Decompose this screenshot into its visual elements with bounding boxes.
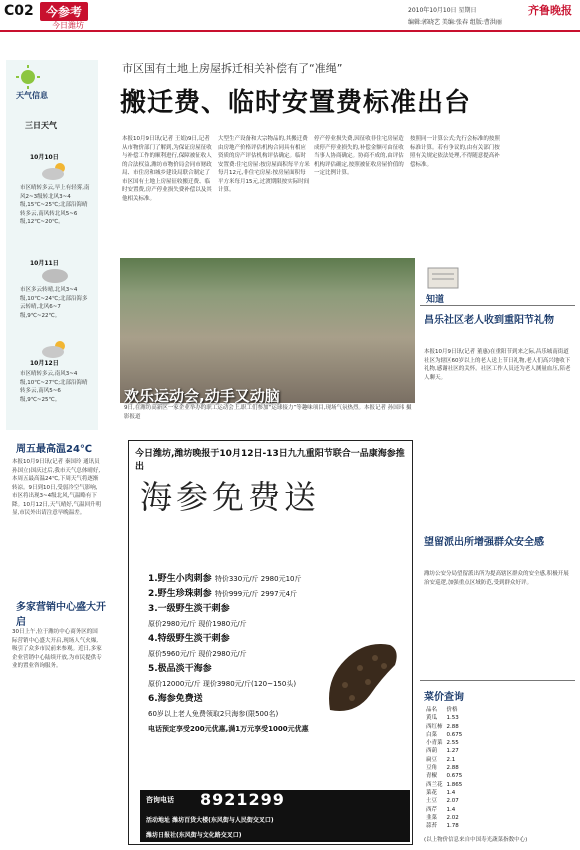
table-row — [426, 723, 466, 731]
article-column-4: 按照同一计算公式;先行会标准的按照标准计算。若有争议的,由有关部门按照有关规定依法处理,不得随意提高补偿标准。 — [410, 136, 500, 168]
article-column-3: 停产停业损失费,因征收非住宅房屋造成停产停业损失的,补偿金额可由征收当事人协商确定。协商不成的,由评估机构评估确定,按照被征收房屋价值的一定比例计算。 — [314, 136, 404, 176]
ad-address-1-text: 潍坊百货大楼(东风街与人民街交叉口) — [172, 817, 274, 824]
veg-name-cell: 白菜 — [426, 731, 438, 738]
page-code: C02 — [4, 3, 34, 19]
ad-item-name: 6.海参免费送 — [148, 694, 203, 704]
ad-big-text: 海参免费送 — [140, 478, 321, 516]
ad-item-price: 特价330元/斤 2980元10斤 — [214, 575, 302, 583]
weather-title: 天气信息 — [16, 91, 48, 100]
ad-item-price: 60岁以上老人免费领取2只海参(限500名) — [148, 710, 279, 718]
article-body-seniors: 本报10月9日讯(记者 董惠)在重阳节到来之际,昌乐城南街道社区为辖区60岁以上的老人送上节日礼物,老人们高兴地收下礼物,感谢社区的关怀。社区工作人员还为老人测量血压,陪老人聊天。 — [424, 349, 571, 381]
section-label: 今参考 — [40, 2, 88, 21]
three-day-title: 三日天气 — [25, 121, 57, 130]
ad-address-1 — [146, 815, 406, 824]
ad-phone-number: 8921299 — [200, 790, 285, 809]
article-title-police: 望留派出所增强群众安全感 — [424, 537, 544, 548]
veg-name-cell: 小青菜 — [426, 740, 443, 747]
header-rule — [0, 30, 580, 32]
ad-address-2: 潍坊日报社(东风街与文化路交叉口) — [146, 832, 242, 839]
brand-logo: 齐鲁晚报 — [528, 4, 572, 17]
veg-name-cell: 韭菜 — [426, 814, 438, 821]
veg-price-cell: 1.27 — [446, 748, 459, 755]
cloud-sun-icon — [40, 162, 70, 180]
ad-item-name: 4.特级野生淡干刺参 — [148, 634, 230, 644]
veg-price-cell: 1.4 — [446, 806, 456, 813]
weather-day-2-text: 市区多云转晴,北风3~4级,10℃~24℃;北部沿海多云转晴,北风6~7级,9℃~22℃。 — [20, 287, 88, 319]
article-title-seniors: 昌乐社区老人收到重阳节礼物 — [424, 315, 554, 326]
editor-credits: 编辑:郭晓艺 美编:张春 组版:曹洪丽 — [408, 19, 502, 26]
event-photo — [120, 258, 415, 403]
veg-price-title: 菜价查询 — [424, 692, 464, 703]
ad-phone-label: 咨询电话 — [146, 796, 174, 804]
veg-name-cell: 西兰花 — [426, 781, 443, 788]
table-row — [426, 764, 466, 772]
sub-section-label: 今日潍坊 — [52, 21, 84, 30]
veg-name-cell: 黄瓜 — [426, 715, 438, 722]
article-body-temp: 本报10月9日讯(记者 秦国玲 通讯员 孙国立)国庆过后,我市天气总体晴好,本周五最高温24℃,下周天气将逐渐转凉。9日到10日,受弱冷空气影响,市区将出现3~4级北风,气温略有下降。10月12日,天气晴好,气温回升明显,市民外出请注意早晚温差。 — [12, 459, 101, 516]
ad-item — [148, 692, 318, 707]
ad-item-list — [148, 572, 318, 737]
table-row — [426, 714, 466, 722]
article-subtitle: 市区国有土地上房屋拆迁相关补偿有了“准绳” — [122, 62, 343, 75]
table-row — [426, 772, 466, 780]
article-body-police: 潍坊公安分局望留派出所为提高辖区群众的安全感,积极开展治安巡逻,加强重点区域防范,受到群众好评。 — [424, 571, 569, 586]
cloud-icon — [40, 265, 70, 283]
table-row — [426, 814, 466, 822]
veg-name-cell: 土豆 — [426, 798, 438, 805]
article-title-temp: 周五最高温24℃ — [16, 444, 93, 455]
veg-price-cell: 1.78 — [446, 823, 459, 830]
veg-price-cell: 2.88 — [446, 723, 459, 730]
ad-item — [148, 587, 318, 602]
article-headline: 搬迁费、临时安置费标准出台 — [120, 88, 472, 118]
veg-name-cell: 蒜苔 — [426, 823, 438, 830]
sun-icon — [14, 65, 42, 89]
veg-price-cell: 0.675 — [446, 731, 463, 738]
sea-cucumber-image — [320, 630, 405, 725]
cloud-sun-icon — [40, 340, 70, 358]
veg-price-cell: 1.53 — [446, 715, 459, 722]
ad-item — [148, 662, 318, 677]
date-line: 2010年10月10日 星期日 — [408, 7, 477, 14]
ad-item-name: 3.一级野生淡干刺参 — [148, 604, 230, 614]
veg-price-cell: 2.07 — [446, 798, 459, 805]
ad-item — [148, 572, 318, 587]
veg-price-cell: 2.88 — [446, 765, 459, 772]
veg-price-body — [426, 706, 466, 830]
photo-caption: 欢乐运动会,动手又动脑 — [124, 387, 280, 405]
table-row — [426, 781, 466, 789]
table-row — [426, 806, 466, 814]
veg-name-cell: 扁豆 — [426, 756, 438, 763]
table-row — [426, 756, 466, 764]
veg-name-cell: 西红柿 — [426, 723, 443, 730]
veg-price-cell: 2.55 — [446, 740, 459, 747]
article-title-sales: 多家营销中心盛大开启 — [16, 602, 106, 628]
table-row — [426, 739, 466, 747]
veg-name-cell: 菜花 — [426, 789, 438, 796]
table-header-cell: 价格 — [446, 707, 458, 713]
veg-name-cell: 豆角 — [426, 765, 438, 772]
ad-item-name: 1.野生小肉刺参 — [148, 574, 212, 584]
veg-price-cell: 2.02 — [446, 814, 459, 821]
divider — [420, 305, 575, 306]
table-header-row — [426, 706, 466, 714]
ad-item-name: 5.极品淡干海参 — [148, 664, 212, 674]
table-row — [426, 822, 466, 830]
article-body-sales: 30日上午,位于潍坊中心商务区的国际营销中心盛大开启,现场人气火爆,吸引了众多市民前来参观。近日,多家企业营销中心陆续开放,为市民提供专业的置业咨询服务。 — [12, 629, 102, 669]
ad-headline: 今日潍坊,潍坊晚报于10月12日-13日九九重阳节联合一品康海参推出 — [135, 449, 405, 472]
weather-day-3-text: 市区晴转多云,南风3~4级,10℃~27℃;北部沿海晴转多云,南风5~6级,9℃~25℃。 — [20, 371, 88, 403]
veg-price-cell: 2.1 — [446, 756, 456, 763]
article-column-1: 本报10月9日讯(记者 王娟)9日,记者从市物价部门了解到,为保证房屋征收与补偿工作的顺利进行,保障被征收人的合法权益,潍坊市物价局会同市财政局、市住房和城乡建设局联合制定了市区国有土地上房屋征收搬迁费、临时安置费,房产停业损失费补偿以及其他相关标准。 — [122, 136, 212, 202]
table-row — [426, 747, 466, 755]
ad-item-name: 2.野生珍珠刺参 — [148, 589, 212, 599]
weather-day-3-date: 10月12日 — [30, 360, 59, 367]
veg-price-cell: 1.4 — [446, 789, 456, 796]
veg-name-cell: 西葫 — [426, 748, 438, 755]
weather-day-1-date: 10月10日 — [30, 154, 59, 161]
ad-item — [148, 602, 318, 617]
veg-name-cell: 青椒 — [426, 773, 438, 780]
article-column-2: 大型生产设备和大宗物品的,其搬迁费由房地产价格评估机构合同具有相应资质的房产评估机构评估确定。临时安置费:住宅房屋:按房屋面积每平方米每月12元,非住宅房屋:按房屋面积每平方米每月15元,过渡期限按实际时间计算。 — [218, 136, 310, 193]
ad-item-price: 原价12000元/斤 现价3980元/斤(120~150头) — [148, 680, 297, 688]
table-row — [426, 789, 466, 797]
table-header-cell: 品名 — [426, 707, 438, 713]
veg-price-cell: 1.865 — [446, 781, 463, 788]
veg-price-cell: 0.675 — [446, 773, 463, 780]
ad-item-price: 原价2980元/斤 现价1980元/斤 — [148, 620, 247, 628]
table-row — [426, 797, 466, 805]
weather-day-1-text: 市区晴转多云,早上有轻雾,南风2~3级转北风3~4级,15℃~25℃;北部沿海晴转多云,南风转北风5~6级,12℃~20℃。 — [20, 185, 90, 225]
veg-price-table — [426, 706, 466, 830]
know-tag: 知道 — [426, 295, 445, 305]
table-row — [426, 731, 466, 739]
ad-item-price: 特价999元/斤 2997元4斤 — [214, 590, 298, 598]
ad-address-label: 活动地址 — [146, 817, 171, 824]
weather-day-2-date: 10月11日 — [30, 260, 59, 267]
divider — [420, 680, 575, 681]
paper-icon — [424, 262, 466, 292]
photo-note: 9日,在潍坊高新区一家企业举办的职工运动会上,职工们参加“运球接力”等趣味项目,现场气氛热烈。本报记者 孙国玮 摄影报道 — [124, 405, 412, 420]
veg-price-note: (以上物价信息来自中国寿光蔬菜指数中心) — [424, 837, 528, 843]
ad-item-price: 原价5960元/斤 现价2980元/斤 — [148, 650, 247, 658]
ad-item — [148, 632, 318, 647]
ad-promo: 电话预定享受200元优惠,满1万元享受1000元优惠 — [148, 725, 309, 733]
veg-name-cell: 西芹 — [426, 806, 438, 813]
